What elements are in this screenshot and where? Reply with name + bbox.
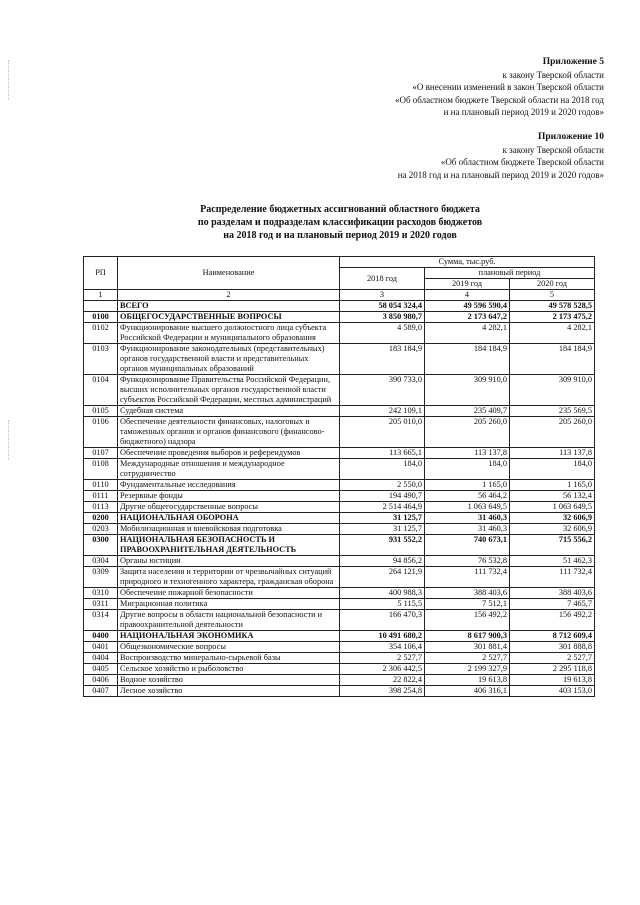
table-row bbox=[84, 675, 595, 686]
appendix-5-line: к закону Тверской области bbox=[502, 69, 604, 80]
row-value-2020: 2 295 118,8 bbox=[510, 664, 595, 675]
row-name: Обеспечение проведения выборов и референдумов bbox=[118, 448, 340, 459]
row-code: 0103 bbox=[84, 344, 118, 375]
row-value-2020: 184 184,9 bbox=[510, 344, 595, 375]
row-value-2019: 2 527,7 bbox=[425, 653, 510, 664]
scan-edge-mark bbox=[8, 420, 9, 460]
row-value-2018: 10 491 680,2 bbox=[340, 631, 425, 642]
table-row bbox=[84, 502, 595, 513]
row-value-2020: 32 606,9 bbox=[510, 513, 595, 524]
row-name: Общеэкономические вопросы bbox=[118, 642, 340, 653]
row-value-2018: 398 254,8 bbox=[340, 686, 425, 697]
row-name: Функционирование высшего должностного лица субъекта Российской Федерации и муниципального образования bbox=[118, 323, 340, 344]
row-value-2020: 2 527,7 bbox=[510, 653, 595, 664]
row-value-2018: 31 125,7 bbox=[340, 524, 425, 535]
document-title bbox=[150, 203, 530, 242]
column-number: 1 bbox=[84, 290, 118, 301]
table-row bbox=[84, 448, 595, 459]
appendix-10-title: Приложение 10 bbox=[537, 132, 604, 142]
row-value-2020: 309 910,0 bbox=[510, 375, 595, 406]
row-value-2018: 2 550,0 bbox=[340, 480, 425, 491]
section-row bbox=[84, 631, 595, 642]
row-name: Обеспечение пожарной безопасности bbox=[118, 588, 340, 599]
column-number: 5 bbox=[510, 290, 595, 301]
row-code: 0404 bbox=[84, 653, 118, 664]
table-row bbox=[84, 459, 595, 480]
row-value-2019: 76 532,8 bbox=[425, 556, 510, 567]
row-value-2020: 51 462,3 bbox=[510, 556, 595, 567]
document-title-line: на 2018 год и на плановый период 2019 и 2020 годов bbox=[223, 230, 457, 241]
row-value-2018: 2 306 442,5 bbox=[340, 664, 425, 675]
row-value-2019: 406 316,1 bbox=[425, 686, 510, 697]
row-value-2018: 166 470,3 bbox=[340, 610, 425, 631]
row-name: Фундаментальные исследования bbox=[118, 480, 340, 491]
row-value-2020: 1 165,0 bbox=[510, 480, 595, 491]
row-code: 0314 bbox=[84, 610, 118, 631]
row-name: ОБЩЕГОСУДАРСТВЕННЫЕ ВОПРОСЫ bbox=[118, 312, 340, 323]
table-row bbox=[84, 556, 595, 567]
header-planned-period: плановый период bbox=[425, 268, 595, 279]
row-name: ВСЕГО bbox=[118, 301, 340, 312]
row-value-2018: 2 527,7 bbox=[340, 653, 425, 664]
row-value-2020: 2 173 475,2 bbox=[510, 312, 595, 323]
row-value-2019: 2 199 327,9 bbox=[425, 664, 510, 675]
row-value-2019: 1 063 649,5 bbox=[425, 502, 510, 513]
row-name: Воспроизводство минерально-сырьевой базы bbox=[118, 653, 340, 664]
row-value-2020: 32 606,9 bbox=[510, 524, 595, 535]
row-value-2019: 1 165,0 bbox=[425, 480, 510, 491]
row-code: 0309 bbox=[84, 567, 118, 588]
document-title-line: Распределение бюджетных ассигнований областного бюджета bbox=[200, 204, 480, 215]
row-value-2018: 31 125,7 bbox=[340, 513, 425, 524]
row-value-2019: 7 512,1 bbox=[425, 599, 510, 610]
row-name: НАЦИОНАЛЬНАЯ ЭКОНОМИКА bbox=[118, 631, 340, 642]
row-value-2018: 5 115,5 bbox=[340, 599, 425, 610]
row-name: Защита населения и территории от чрезвычайных ситуаций природного и техногенного характера, гражданская оборона bbox=[118, 567, 340, 588]
row-name: Другие вопросы в области национальной безопасности и правоохранительной деятельности bbox=[118, 610, 340, 631]
row-code: 0406 bbox=[84, 675, 118, 686]
row-value-2018: 264 121,9 bbox=[340, 567, 425, 588]
row-value-2019: 111 732,4 bbox=[425, 567, 510, 588]
row-value-2018: 194 490,7 bbox=[340, 491, 425, 502]
budget-table bbox=[83, 256, 595, 697]
row-value-2019: 19 613,8 bbox=[425, 675, 510, 686]
row-name: НАЦИОНАЛЬНАЯ БЕЗОПАСНОСТЬ И ПРАВООХРАНИТЕЛЬНАЯ ДЕЯТЕЛЬНОСТЬ bbox=[118, 535, 340, 556]
row-code: 0106 bbox=[84, 417, 118, 448]
row-value-2018: 390 733,0 bbox=[340, 375, 425, 406]
row-value-2018: 94 856,2 bbox=[340, 556, 425, 567]
row-value-2019: 56 464,2 bbox=[425, 491, 510, 502]
header-2019: 2019 год bbox=[425, 279, 510, 290]
row-name: Резервные фонды bbox=[118, 491, 340, 502]
table-row bbox=[84, 599, 595, 610]
row-value-2020: 56 132,4 bbox=[510, 491, 595, 502]
table-row bbox=[84, 406, 595, 417]
row-value-2020: 235 569,5 bbox=[510, 406, 595, 417]
row-name: Миграционная политика bbox=[118, 599, 340, 610]
row-value-2020: 205 260,0 bbox=[510, 417, 595, 448]
table-row bbox=[84, 664, 595, 675]
row-code: 0111 bbox=[84, 491, 118, 502]
appendix-10-line: «Об областном бюджете Тверской области bbox=[440, 157, 604, 167]
row-name: Функционирование законодательных (представительных) органов государственной власти и представительных органов муниципальных образований bbox=[118, 344, 340, 375]
row-value-2019: 309 910,0 bbox=[425, 375, 510, 406]
row-code: 0100 bbox=[84, 312, 118, 323]
row-value-2020: 113 137,8 bbox=[510, 448, 595, 459]
appendix-10-line: к закону Тверской области bbox=[502, 144, 604, 155]
header-sum: Сумма, тыс.руб. bbox=[340, 257, 595, 268]
column-number: 4 bbox=[425, 290, 510, 301]
row-value-2019: 31 460,3 bbox=[425, 524, 510, 535]
header-name: Наименование bbox=[118, 257, 340, 290]
document-title-line: по разделам и подразделам классификации расходов бюджетов bbox=[197, 217, 483, 228]
table-row bbox=[84, 610, 595, 631]
table-row bbox=[84, 417, 595, 448]
header-2018: 2018 год bbox=[340, 268, 425, 290]
row-name: Другие общегосударственные вопросы bbox=[118, 502, 340, 513]
row-value-2020: 1 063 649,5 bbox=[510, 502, 595, 513]
table-row bbox=[84, 344, 595, 375]
table-row bbox=[84, 323, 595, 344]
row-value-2020: 403 153,0 bbox=[510, 686, 595, 697]
section-row bbox=[84, 312, 595, 323]
row-value-2018: 2 514 464,9 bbox=[340, 502, 425, 513]
row-name: НАЦИОНАЛЬНАЯ ОБОРОНА bbox=[118, 513, 340, 524]
total-row bbox=[84, 301, 595, 312]
appendix-5-line: «Об областном бюджете Тверской области на 2018 год bbox=[394, 94, 604, 105]
row-name: Судебная система bbox=[118, 406, 340, 417]
table-row bbox=[84, 524, 595, 535]
row-code: 0401 bbox=[84, 642, 118, 653]
row-value-2020: 388 403,6 bbox=[510, 588, 595, 599]
row-value-2019: 4 282,1 bbox=[425, 323, 510, 344]
table-row bbox=[84, 491, 595, 502]
row-value-2020: 111 732,4 bbox=[510, 567, 595, 588]
row-code: 0407 bbox=[84, 686, 118, 697]
row-code: 0311 bbox=[84, 599, 118, 610]
appendix-5-line: и на плановый период 2019 и 2020 годов» bbox=[443, 107, 604, 117]
row-name: Лесное хозяйство bbox=[118, 686, 340, 697]
table-row bbox=[84, 567, 595, 588]
row-name: Мобилизационная и вневойсковая подготовка bbox=[118, 524, 340, 535]
header-2020: 2020 год bbox=[510, 279, 595, 290]
row-value-2018: 58 054 324,4 bbox=[340, 301, 425, 312]
row-value-2018: 205 010,0 bbox=[340, 417, 425, 448]
row-code bbox=[84, 301, 118, 312]
row-value-2018: 242 109,1 bbox=[340, 406, 425, 417]
row-value-2018: 400 988,3 bbox=[340, 588, 425, 599]
row-code: 0203 bbox=[84, 524, 118, 535]
row-name: Обеспечение деятельности финансовых, налоговых и таможенных органов и органов финансового (финансово-бюджетного) надзора bbox=[118, 417, 340, 448]
row-value-2018: 354 106,4 bbox=[340, 642, 425, 653]
row-value-2019: 301 881,4 bbox=[425, 642, 510, 653]
row-code: 0108 bbox=[84, 459, 118, 480]
row-code: 0105 bbox=[84, 406, 118, 417]
row-value-2019: 388 403,6 bbox=[425, 588, 510, 599]
row-value-2020: 8 712 609,4 bbox=[510, 631, 595, 642]
row-value-2018: 3 850 980,7 bbox=[340, 312, 425, 323]
row-value-2020: 7 465,7 bbox=[510, 599, 595, 610]
row-code: 0200 bbox=[84, 513, 118, 524]
row-value-2020: 301 888,8 bbox=[510, 642, 595, 653]
row-value-2019: 184 184,9 bbox=[425, 344, 510, 375]
row-code: 0113 bbox=[84, 502, 118, 513]
row-value-2020: 19 613,8 bbox=[510, 675, 595, 686]
row-value-2018: 931 552,2 bbox=[340, 535, 425, 556]
row-value-2019: 8 617 900,3 bbox=[425, 631, 510, 642]
row-value-2019: 184,0 bbox=[425, 459, 510, 480]
row-value-2019: 2 173 647,2 bbox=[425, 312, 510, 323]
row-value-2020: 715 556,2 bbox=[510, 535, 595, 556]
table-row bbox=[84, 653, 595, 664]
appendix-5-title: Приложение 5 bbox=[542, 57, 604, 67]
row-value-2020: 49 578 528,5 bbox=[510, 301, 595, 312]
row-value-2020: 156 492,2 bbox=[510, 610, 595, 631]
scan-edge-mark bbox=[8, 60, 9, 100]
appendix-5-header bbox=[395, 56, 604, 119]
table-row bbox=[84, 642, 595, 653]
row-value-2019: 235 409,7 bbox=[425, 406, 510, 417]
table-row bbox=[84, 480, 595, 491]
row-value-2019: 113 137,8 bbox=[425, 448, 510, 459]
row-value-2020: 184,0 bbox=[510, 459, 595, 480]
appendix-10-line: на 2018 год и на плановый период 2019 и 2020 годов» bbox=[397, 169, 604, 180]
column-number: 2 bbox=[118, 290, 340, 301]
table-row bbox=[84, 588, 595, 599]
row-code: 0310 bbox=[84, 588, 118, 599]
row-value-2018: 184,0 bbox=[340, 459, 425, 480]
row-value-2019: 31 460,3 bbox=[425, 513, 510, 524]
row-code: 0300 bbox=[84, 535, 118, 556]
row-value-2018: 4 589,0 bbox=[340, 323, 425, 344]
row-value-2019: 205 260,0 bbox=[425, 417, 510, 448]
appendix-5-line: «О внесении изменений в закон Тверской области bbox=[412, 82, 604, 92]
section-row bbox=[84, 535, 595, 556]
row-code: 0405 bbox=[84, 664, 118, 675]
row-value-2018: 113 665,1 bbox=[340, 448, 425, 459]
column-number: 3 bbox=[340, 290, 425, 301]
row-code: 0107 bbox=[84, 448, 118, 459]
row-name: Сельское хозяйство и рыболовство bbox=[118, 664, 340, 675]
row-value-2019: 49 596 590,4 bbox=[425, 301, 510, 312]
row-value-2020: 4 282,1 bbox=[510, 323, 595, 344]
row-name: Международные отношения и международное сотрудничество bbox=[118, 459, 340, 480]
row-name: Органы юстиции bbox=[118, 556, 340, 567]
table-row bbox=[84, 375, 595, 406]
row-value-2018: 183 184,9 bbox=[340, 344, 425, 375]
table-row bbox=[84, 686, 595, 697]
row-name: Водное хозяйство bbox=[118, 675, 340, 686]
row-code: 0304 bbox=[84, 556, 118, 567]
row-code: 0400 bbox=[84, 631, 118, 642]
row-code: 0102 bbox=[84, 323, 118, 344]
row-value-2019: 740 673,1 bbox=[425, 535, 510, 556]
row-code: 0110 bbox=[84, 480, 118, 491]
header-code: РП bbox=[84, 257, 118, 290]
section-row bbox=[84, 513, 595, 524]
appendix-10-header bbox=[398, 131, 604, 181]
row-name: Функционирование Правительства Российской Федерации, высших исполнительных органов государственной власти субъектов Российской Федерации, местных администраций bbox=[118, 375, 340, 406]
row-code: 0104 bbox=[84, 375, 118, 406]
row-value-2019: 156 492,2 bbox=[425, 610, 510, 631]
row-value-2018: 22 822,4 bbox=[340, 675, 425, 686]
